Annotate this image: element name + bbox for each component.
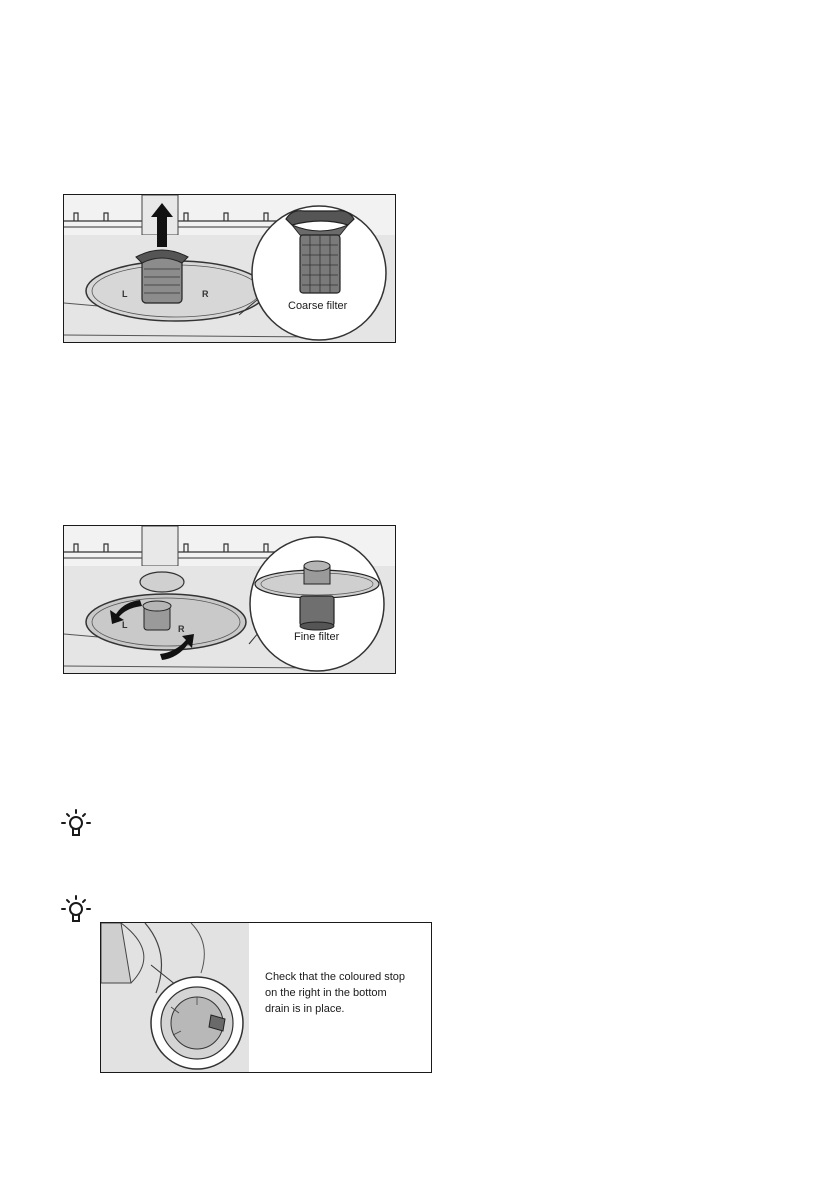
info-line-2: on the right in the bottom (265, 987, 387, 999)
fine-filter-label: Fine filter (294, 631, 340, 643)
coarse-filter-label: Coarse filter (288, 300, 348, 312)
letter-r: R (202, 289, 209, 299)
lightbulb-icon (56, 892, 96, 932)
info-line-1: Check that the coloured stop (265, 971, 406, 983)
letter-l: L (122, 620, 128, 630)
coarse-filter-illustration (64, 195, 395, 342)
figure-fine-filter (63, 525, 396, 674)
info-line-3: drain is in place. (265, 1003, 345, 1015)
fine-filter-illustration (64, 526, 395, 673)
letter-l: L (122, 289, 128, 299)
drain-stop-illustration (101, 923, 249, 1072)
lightbulb-icon (56, 806, 96, 846)
figure-coarse-filter (63, 194, 396, 343)
drain-stop-info-box (100, 922, 432, 1073)
letter-r: R (178, 624, 185, 634)
